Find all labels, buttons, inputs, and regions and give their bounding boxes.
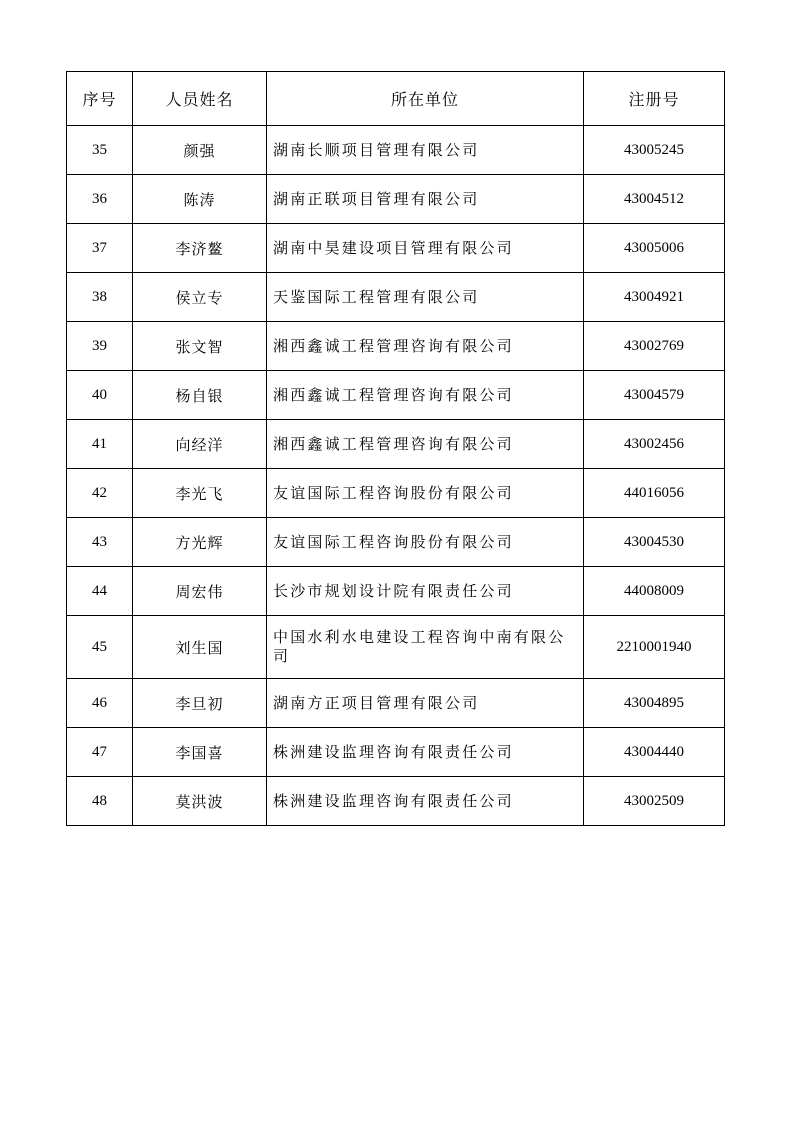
table-row — [67, 420, 725, 469]
cell-registration: 43004512 — [584, 175, 725, 224]
cell-unit: 株洲建设监理咨询有限责任公司 — [267, 728, 584, 777]
cell-name: 莫洪波 — [133, 777, 267, 826]
table-row — [67, 273, 725, 322]
cell-unit: 湘西鑫诚工程管理咨询有限公司 — [267, 420, 584, 469]
header-unit: 所在单位 — [267, 72, 584, 126]
table-row — [67, 322, 725, 371]
cell-unit: 湖南中昊建设项目管理有限公司 — [267, 224, 584, 273]
cell-unit: 长沙市规划设计院有限责任公司 — [267, 567, 584, 616]
table-row — [67, 679, 725, 728]
table-row — [67, 126, 725, 175]
cell-unit: 中国水利水电建设工程咨询中南有限公司 — [267, 616, 584, 679]
cell-unit: 株洲建设监理咨询有限责任公司 — [267, 777, 584, 826]
cell-index: 43 — [67, 518, 133, 567]
header-index: 序号 — [67, 72, 133, 126]
cell-unit: 友谊国际工程咨询股份有限公司 — [267, 518, 584, 567]
table-row — [67, 469, 725, 518]
table-row — [67, 175, 725, 224]
cell-name: 李旦初 — [133, 679, 267, 728]
cell-index: 48 — [67, 777, 133, 826]
cell-index: 35 — [67, 126, 133, 175]
cell-registration: 43002509 — [584, 777, 725, 826]
cell-registration: 43002769 — [584, 322, 725, 371]
cell-index: 39 — [67, 322, 133, 371]
cell-unit: 湖南方正项目管理有限公司 — [267, 679, 584, 728]
cell-name: 颜强 — [133, 126, 267, 175]
cell-name: 李济鳌 — [133, 224, 267, 273]
table-header-row — [67, 72, 725, 126]
cell-registration: 43005006 — [584, 224, 725, 273]
cell-index: 37 — [67, 224, 133, 273]
cell-unit: 天鉴国际工程管理有限公司 — [267, 273, 584, 322]
cell-index: 42 — [67, 469, 133, 518]
cell-index: 44 — [67, 567, 133, 616]
cell-name: 向经洋 — [133, 420, 267, 469]
cell-registration: 44008009 — [584, 567, 725, 616]
cell-index: 46 — [67, 679, 133, 728]
cell-registration: 43002456 — [584, 420, 725, 469]
cell-name: 方光辉 — [133, 518, 267, 567]
cell-name: 周宏伟 — [133, 567, 267, 616]
cell-name: 张文智 — [133, 322, 267, 371]
table-row — [67, 224, 725, 273]
cell-unit: 湘西鑫诚工程管理咨询有限公司 — [267, 371, 584, 420]
cell-registration: 2210001940 — [584, 616, 725, 679]
cell-registration: 43004440 — [584, 728, 725, 777]
cell-index: 36 — [67, 175, 133, 224]
table-row — [67, 567, 725, 616]
cell-registration: 44016056 — [584, 469, 725, 518]
cell-index: 40 — [67, 371, 133, 420]
header-registration: 注册号 — [584, 72, 725, 126]
cell-registration: 43005245 — [584, 126, 725, 175]
cell-unit: 湖南正联项目管理有限公司 — [267, 175, 584, 224]
personnel-table — [66, 71, 725, 826]
cell-name: 李光飞 — [133, 469, 267, 518]
cell-name: 陈涛 — [133, 175, 267, 224]
cell-registration: 43004921 — [584, 273, 725, 322]
table-row — [67, 371, 725, 420]
cell-index: 41 — [67, 420, 133, 469]
table-row — [67, 777, 725, 826]
cell-index: 47 — [67, 728, 133, 777]
cell-name: 杨自银 — [133, 371, 267, 420]
cell-registration: 43004895 — [584, 679, 725, 728]
cell-registration: 43004530 — [584, 518, 725, 567]
cell-unit: 友谊国际工程咨询股份有限公司 — [267, 469, 584, 518]
cell-registration: 43004579 — [584, 371, 725, 420]
header-name: 人员姓名 — [133, 72, 267, 126]
cell-name: 李国喜 — [133, 728, 267, 777]
cell-unit: 湘西鑫诚工程管理咨询有限公司 — [267, 322, 584, 371]
cell-index: 38 — [67, 273, 133, 322]
cell-name: 刘生国 — [133, 616, 267, 679]
cell-unit: 湖南长顺项目管理有限公司 — [267, 126, 584, 175]
cell-name: 侯立专 — [133, 273, 267, 322]
table-row — [67, 518, 725, 567]
table-row — [67, 728, 725, 777]
cell-index: 45 — [67, 616, 133, 679]
table-row — [67, 616, 725, 679]
